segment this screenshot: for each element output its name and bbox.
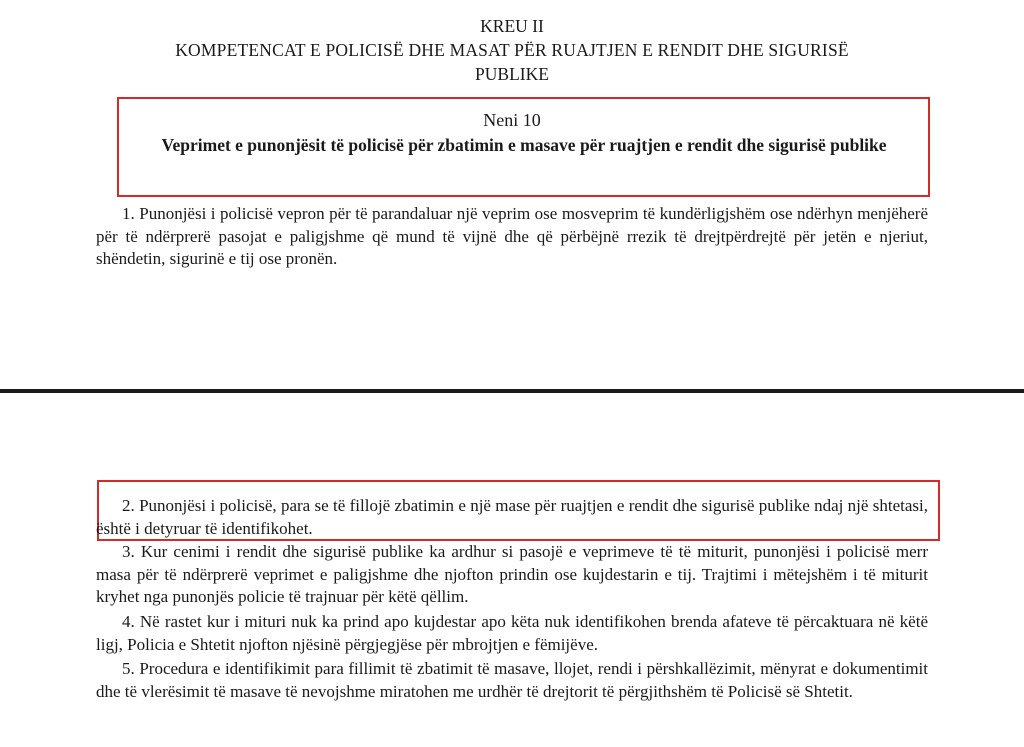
chapter-title: KOMPETENCAT E POLICISË DHE MASAT PËR RUAJTJEN E RENDIT DHE SIGURISË	[175, 40, 849, 60]
paragraph-2: 2. Punonjësi i policisë, para se të fillojë zbatimin e një mase për ruajtjen e rendit dhe sigurisë publike ndaj një shtetasi, është i detyruar të identifikohet.	[96, 496, 928, 538]
page-divider	[0, 389, 1024, 393]
chapter-number: KREU II	[480, 16, 544, 36]
paragraph-4: 4. Në rastet kur i mituri nuk ka prind apo kujdestar apo këta nuk identifikohen brenda afateve të përcaktuara në këtë ligj, Policia e Shtetit njofton njësinë përgjegjëse për mbrojtjen e fëmijëve.	[96, 612, 928, 654]
paragraph-5: 5. Procedura e identifikimit para fillimit të zbatimit të masave, llojet, rendi i përshkallëzimit, mënyrat e dokumentimit dhe të vlerësimit të masave të nevojshme miratohen me urdhër të drejtorit të përgjithshëm të Policisë së Shtetit.	[96, 659, 928, 701]
article-title: Veprimet e punonjësit të policisë për zbatimin e masave për ruajtjen e rendit dhe sigurisë publike	[161, 135, 887, 155]
chapter-title-continued: PUBLIKE	[475, 64, 549, 84]
paragraph-3: 3. Kur cenimi i rendit dhe sigurisë publike ka ardhur si pasojë e veprimeve të të miturit, punonjësi i policisë merr masa për të ndërprerë veprimet e paligjshme dhe njofton prindin ose kujdestarin e tij. Trajtimi i mëtejshëm i të miturit kryhet nga punonjës policie të trajnuar për këtë qëllim.	[96, 542, 928, 606]
paragraph-1: 1. Punonjësi i policisë vepron për të parandaluar një veprim ose mosveprim të kundërligjshëm ose ndërhyn menjëherë për të ndërprerë pasojat e paligjshme që mund të vijnë dhe që përbëjnë rrezik të drejtpërdrejtë për jetën e njeriut, shëndetin, sigurinë e tij ose pronën.	[96, 204, 928, 268]
article-number: Neni 10	[483, 110, 541, 130]
